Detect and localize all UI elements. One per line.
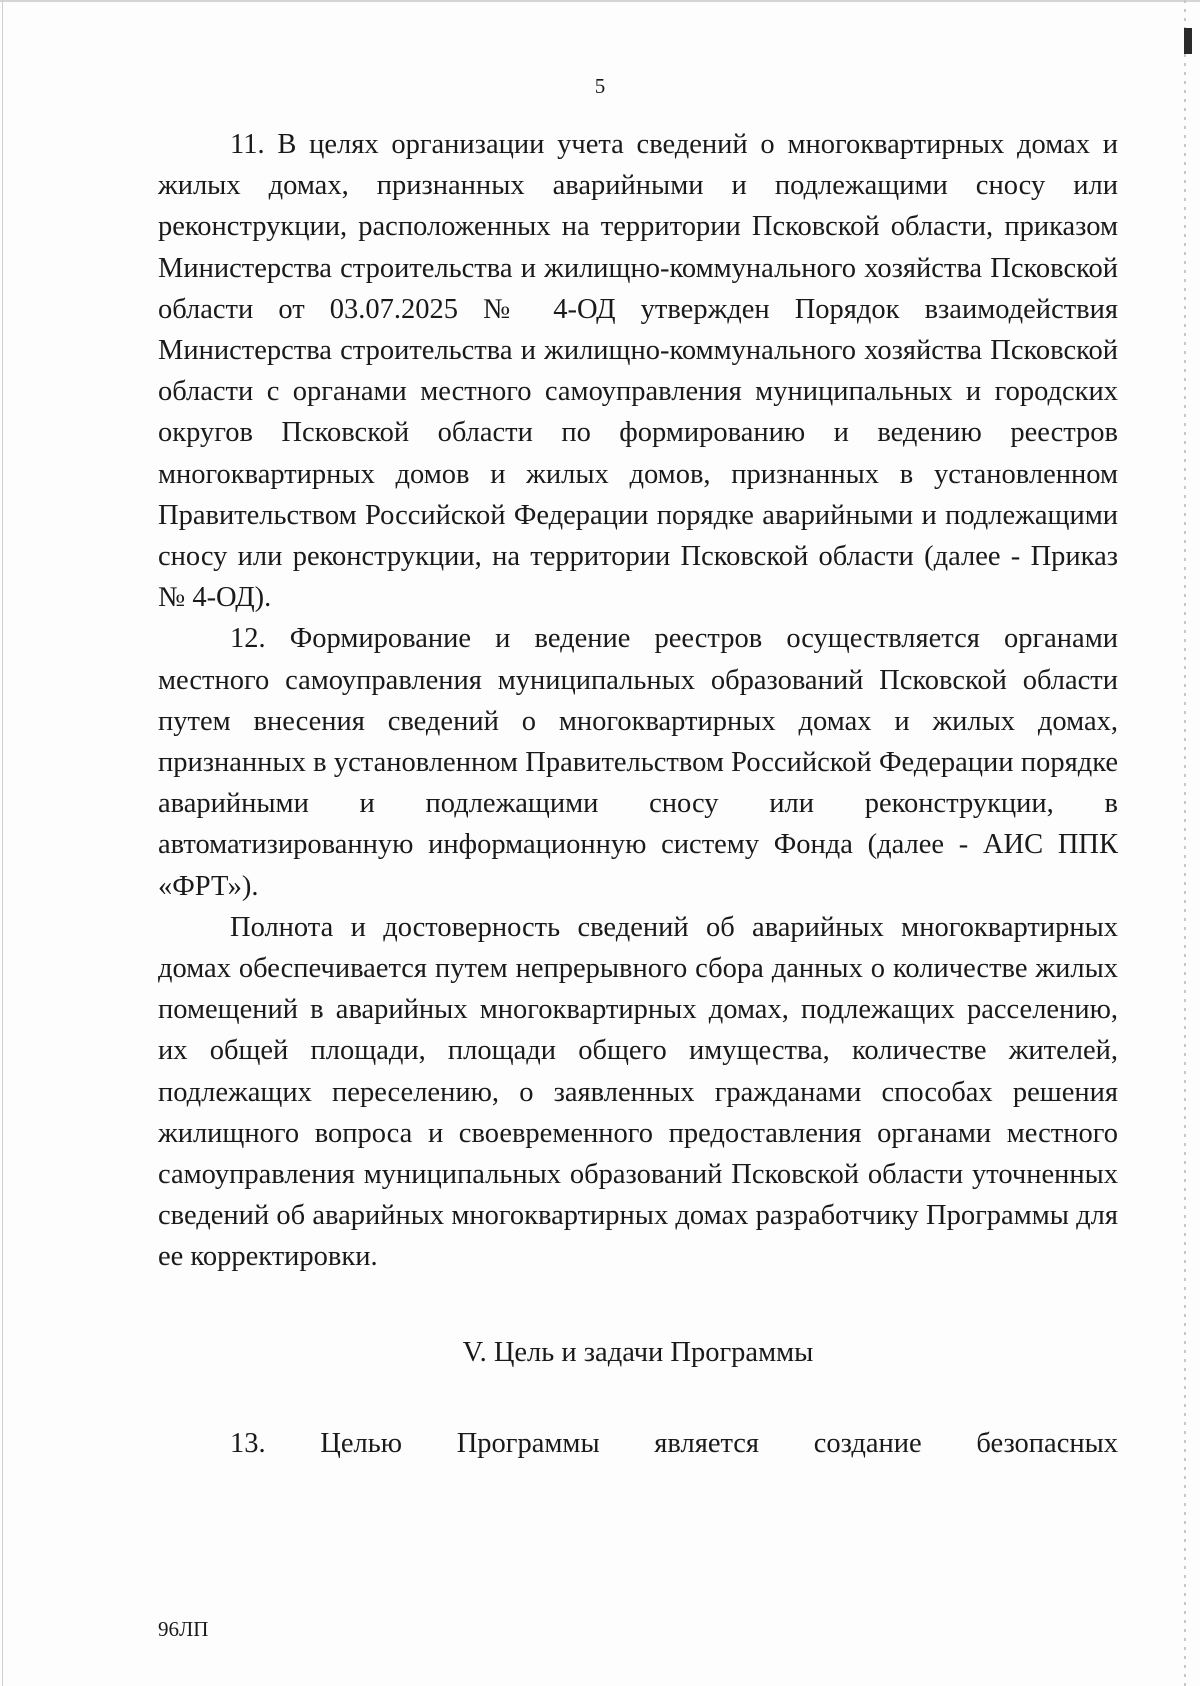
- section-heading: V. Цель и задачи Программы: [462, 1336, 814, 1368]
- paragraph-13: 13. Целью Программы является создание безопасных: [230, 1427, 1118, 1459]
- paragraph-12: 12. Формирование и ведение реестров осуществляется органами местного самоуправления муниципальных образований Псковской области путем внесения сведений о многоквартирных домах и жилых домах, признанных в установленном Правительством Российской Федерации порядке аварийными и подлежащими сносу или реконструкции, в автоматизированную информационную систему Фонда (далее - АИС ППК «ФРТ»).: [158, 623, 1118, 902]
- scan-edge-left: [2, 0, 3, 1686]
- paragraph-11: 11. В целях организации учета сведений о многоквартирных домах и жилых домах, признанных аварийными и подлежащими сносу или реконструкции, расположенных на территории Псковской области, приказом Министерства строительства и жилищно-коммунального хозяйства Псковской области от 03.07.2025 № 4-ОД утвержден Порядок взаимодействия Министерства строительства и жилищно-коммунального хозяйства Псковской области с органами местного самоуправления муниципальных и городских округов Псковской области по формированию и ведению реестров многоквартирных домов и жилых домов, признанных в установленном Правительством Российской Федерации порядке аварийными и подлежащими сносу или реконструкции, на территории Псковской области (далее - Приказ № 4-ОД).: [158, 129, 1118, 614]
- scan-mark: [1184, 28, 1192, 54]
- scan-edge-top: [0, 0, 1200, 2]
- paragraph-completeness: Полнота и достоверность сведений об аварийных многоквартирных домах обеспечивается путем непрерывного сбора данных о количестве жилых помещений в аварийных многоквартирных домах, подлежащих расселению, их общей площади, площади общего имущества, количестве жителей, подлежащих переселению, о заявленных гражданами способах решения жилищного вопроса и своевременного предоставления органами местного самоуправления муниципальных образований Псковской области уточненных сведений об аварийных многоквартирных домах разработчику Программы для ее корректировки.: [158, 911, 1118, 1273]
- footer-code: 96ЛП: [158, 1617, 209, 1641]
- scan-edge-right: [1184, 0, 1186, 1686]
- document-body: [158, 124, 1118, 1464]
- page-number: 5: [594, 74, 606, 98]
